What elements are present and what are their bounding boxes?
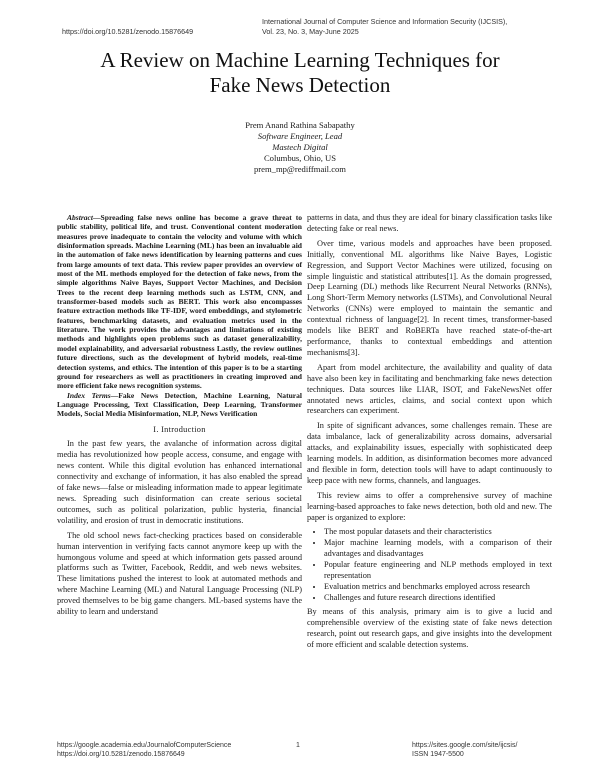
right-column <box>307 213 552 654</box>
paper-title-line2: Fake News Detection <box>209 73 391 97</box>
right-paragraph-5: By means of this analysis, primary aim is to give a lucid and comprehensible overview of the existing state of fake news detection research, point out research gaps, and give insights into the development of more efficient and scalable detection systems. <box>307 606 552 649</box>
right-paragraph-1: Over time, various models and approaches have been proposed. Initially, conventional ML algorithms like Naive Bayes, Logistic Regression, and Support Vector Machines were utilized, focusing on simple linguistic and statistical attributes[1]. As the domain progressed, Deep Learning (DL) methods like Recurrent Neural Networks (RNNs), Long Short-Term Memory networks (LSTMs), and Convolutional Neural Networks (CNNs) were employed to maintain the semantic and contextual richness of language[2]. In recent times, transformer-based models like BERT and RoBERTa have reached state-of-the-art performance, thanks to contextual embeddings and attention mechanisms[3]. <box>307 238 552 357</box>
author-org: Mastech Digital <box>272 142 328 152</box>
abstract-label: Abstract <box>67 213 93 222</box>
intro-paragraph-1: In the past few years, the avalanche of information across digital media has revolutionized how people access, consume, and engage with news content. While this digital evolution has enhanced international connectivity and exchange of information, it has also enabled the spread of fake news—false or misleading information made to appear legitimate news. Spreading such disinformation can create serious societal outcomes, such as political polarization, public hysteria, financial volatility, and erosion of trust in democratic institutions. <box>57 439 302 525</box>
paper-title-line1: A Review on Machine Learning Techniques for <box>100 48 500 72</box>
paper-title <box>40 48 560 98</box>
right-paragraph-3: In spite of significant advances, some challenges remain. These are data imbalance, lack of generalizability across domains, adversarial attacks, and explainability issues, especially with sophisticated deep learning models. In addition, as disinformation becomes more advanced and flexible in form, detection tools will have to adapt continuously to keep pace with new forms, channels, and languages. <box>307 421 552 485</box>
footer-doi-link[interactable]: https://doi.org/10.5281/zenodo.15876649 <box>57 751 185 758</box>
footer-site-link[interactable]: https://sites.google.com/site/ijcsis/ <box>412 742 518 749</box>
section-heading-introduction: I. Introduction <box>153 424 206 434</box>
header-journal-line1: International Journal of Computer Science and Information Security (IJCSIS), <box>262 17 508 26</box>
left-column <box>57 213 302 622</box>
abstract-text: —Spreading false news online has become a grave threat to public stability, political life, and trust. Conventional content moderation measures prove inadequate to contain the velocity and volume with which disinformation spreads. Machine Learning (ML) has been an invaluable aid in the automation of fake news identification by learning patterns and cues from large amounts of text data. This review paper provides an overview of most of the ML methods employed for the detection of fake news, from the simple algorithms Naive Bayes, Support Vector Machines, and Decision Trees to the recent deep learning methods such as LSTM, CNN, and transformer-based models such as BERT. This work also encompasses feature extraction methods like TF-IDF, word embeddings, and stylometric features, benchmarking datasets, and evaluation metrics used in the literature. The work provides the advantages and limitations of existing methods and highlights open problems such as dataset generalizability, model explainability, and adversarial robustness Lastly, the review outlines future directions, such as the development of hybrid models, real-time detection systems, and ethics. The intention of this paper is to be a starting ground for researchers as well as practitioners in creating improved and more efficient fake news recognition systems. <box>57 213 302 391</box>
author-email[interactable]: prem_mp@rediffmail.com <box>254 164 346 174</box>
author-role: Software Engineer, Lead <box>257 131 343 141</box>
list-item: • The most popular datasets and their characteristics <box>324 527 552 538</box>
index-terms-label: Index Terms <box>67 390 111 400</box>
header-journal-line2: Vol. 23, No. 3, May-June 2025 <box>262 26 359 36</box>
footer-issn: ISSN 1947-5500 <box>412 751 464 758</box>
intro-paragraph-2: The old school news fact-checking practices based on considerable human intervention in verifying facts cannot anymore keep up with the humongous volume and speed at which information gets passed around platforms such as Twitter, Facebook, Reddit, and web news websites. These limitations pushed the interest to look at automated methods and where Machine Learning (ML) and Natural Language Processing (NLP) proved themselves to be big game changers. ML-based systems have the ability to learn and understand <box>57 530 302 617</box>
footer-left <box>57 741 231 759</box>
right-paragraph-0: patterns in data, and thus they are ideal for binary classification tasks like detecting fake or real news. <box>307 213 552 233</box>
index-terms-text: —Fake News Detection, Machine Learning, Natural Language Processing, Text Classification, Deep Learning, Transformer Models, Social Media Misinformation, NLP, News Verification <box>57 390 302 419</box>
list-item: • Major machine learning models, with a comparison of their advantages and disadvantages <box>324 538 552 560</box>
right-paragraph-4: This review aims to offer a comprehensive survey of machine learning-based approaches to fake news detection, both old and new. The paper is organized to explore: <box>307 490 552 522</box>
list-item: • Evaluation metrics and benchmarks employed across research <box>324 582 552 593</box>
header-journal <box>262 17 562 36</box>
list-item: • Challenges and future research directions identified <box>324 593 552 604</box>
author-location: Columbus, Ohio, US <box>263 153 337 163</box>
header-doi[interactable]: https://doi.org/10.5281/zenodo.15876649 <box>62 27 194 36</box>
footer-academia-link[interactable]: https://google.academia.edu/JournalofComputerScience <box>57 742 232 749</box>
topics-list <box>307 527 552 603</box>
author-block <box>150 120 450 175</box>
page-number: 1 <box>296 742 300 749</box>
author-name: Prem Anand Rathina Sabapathy <box>245 120 355 130</box>
right-paragraph-2: Apart from model architecture, the availability and quality of data have also been key in facilitating and benchmarking fake news detection techniques. Data sources like LIAR, ISOT, and FakeNewsNet offer annotated news articles, claims, and social context upon which researchers can experiment. <box>307 362 552 416</box>
abstract <box>57 213 302 419</box>
footer-right <box>412 741 517 759</box>
list-item: • Popular feature engineering and NLP methods employed in text representation <box>324 560 552 582</box>
